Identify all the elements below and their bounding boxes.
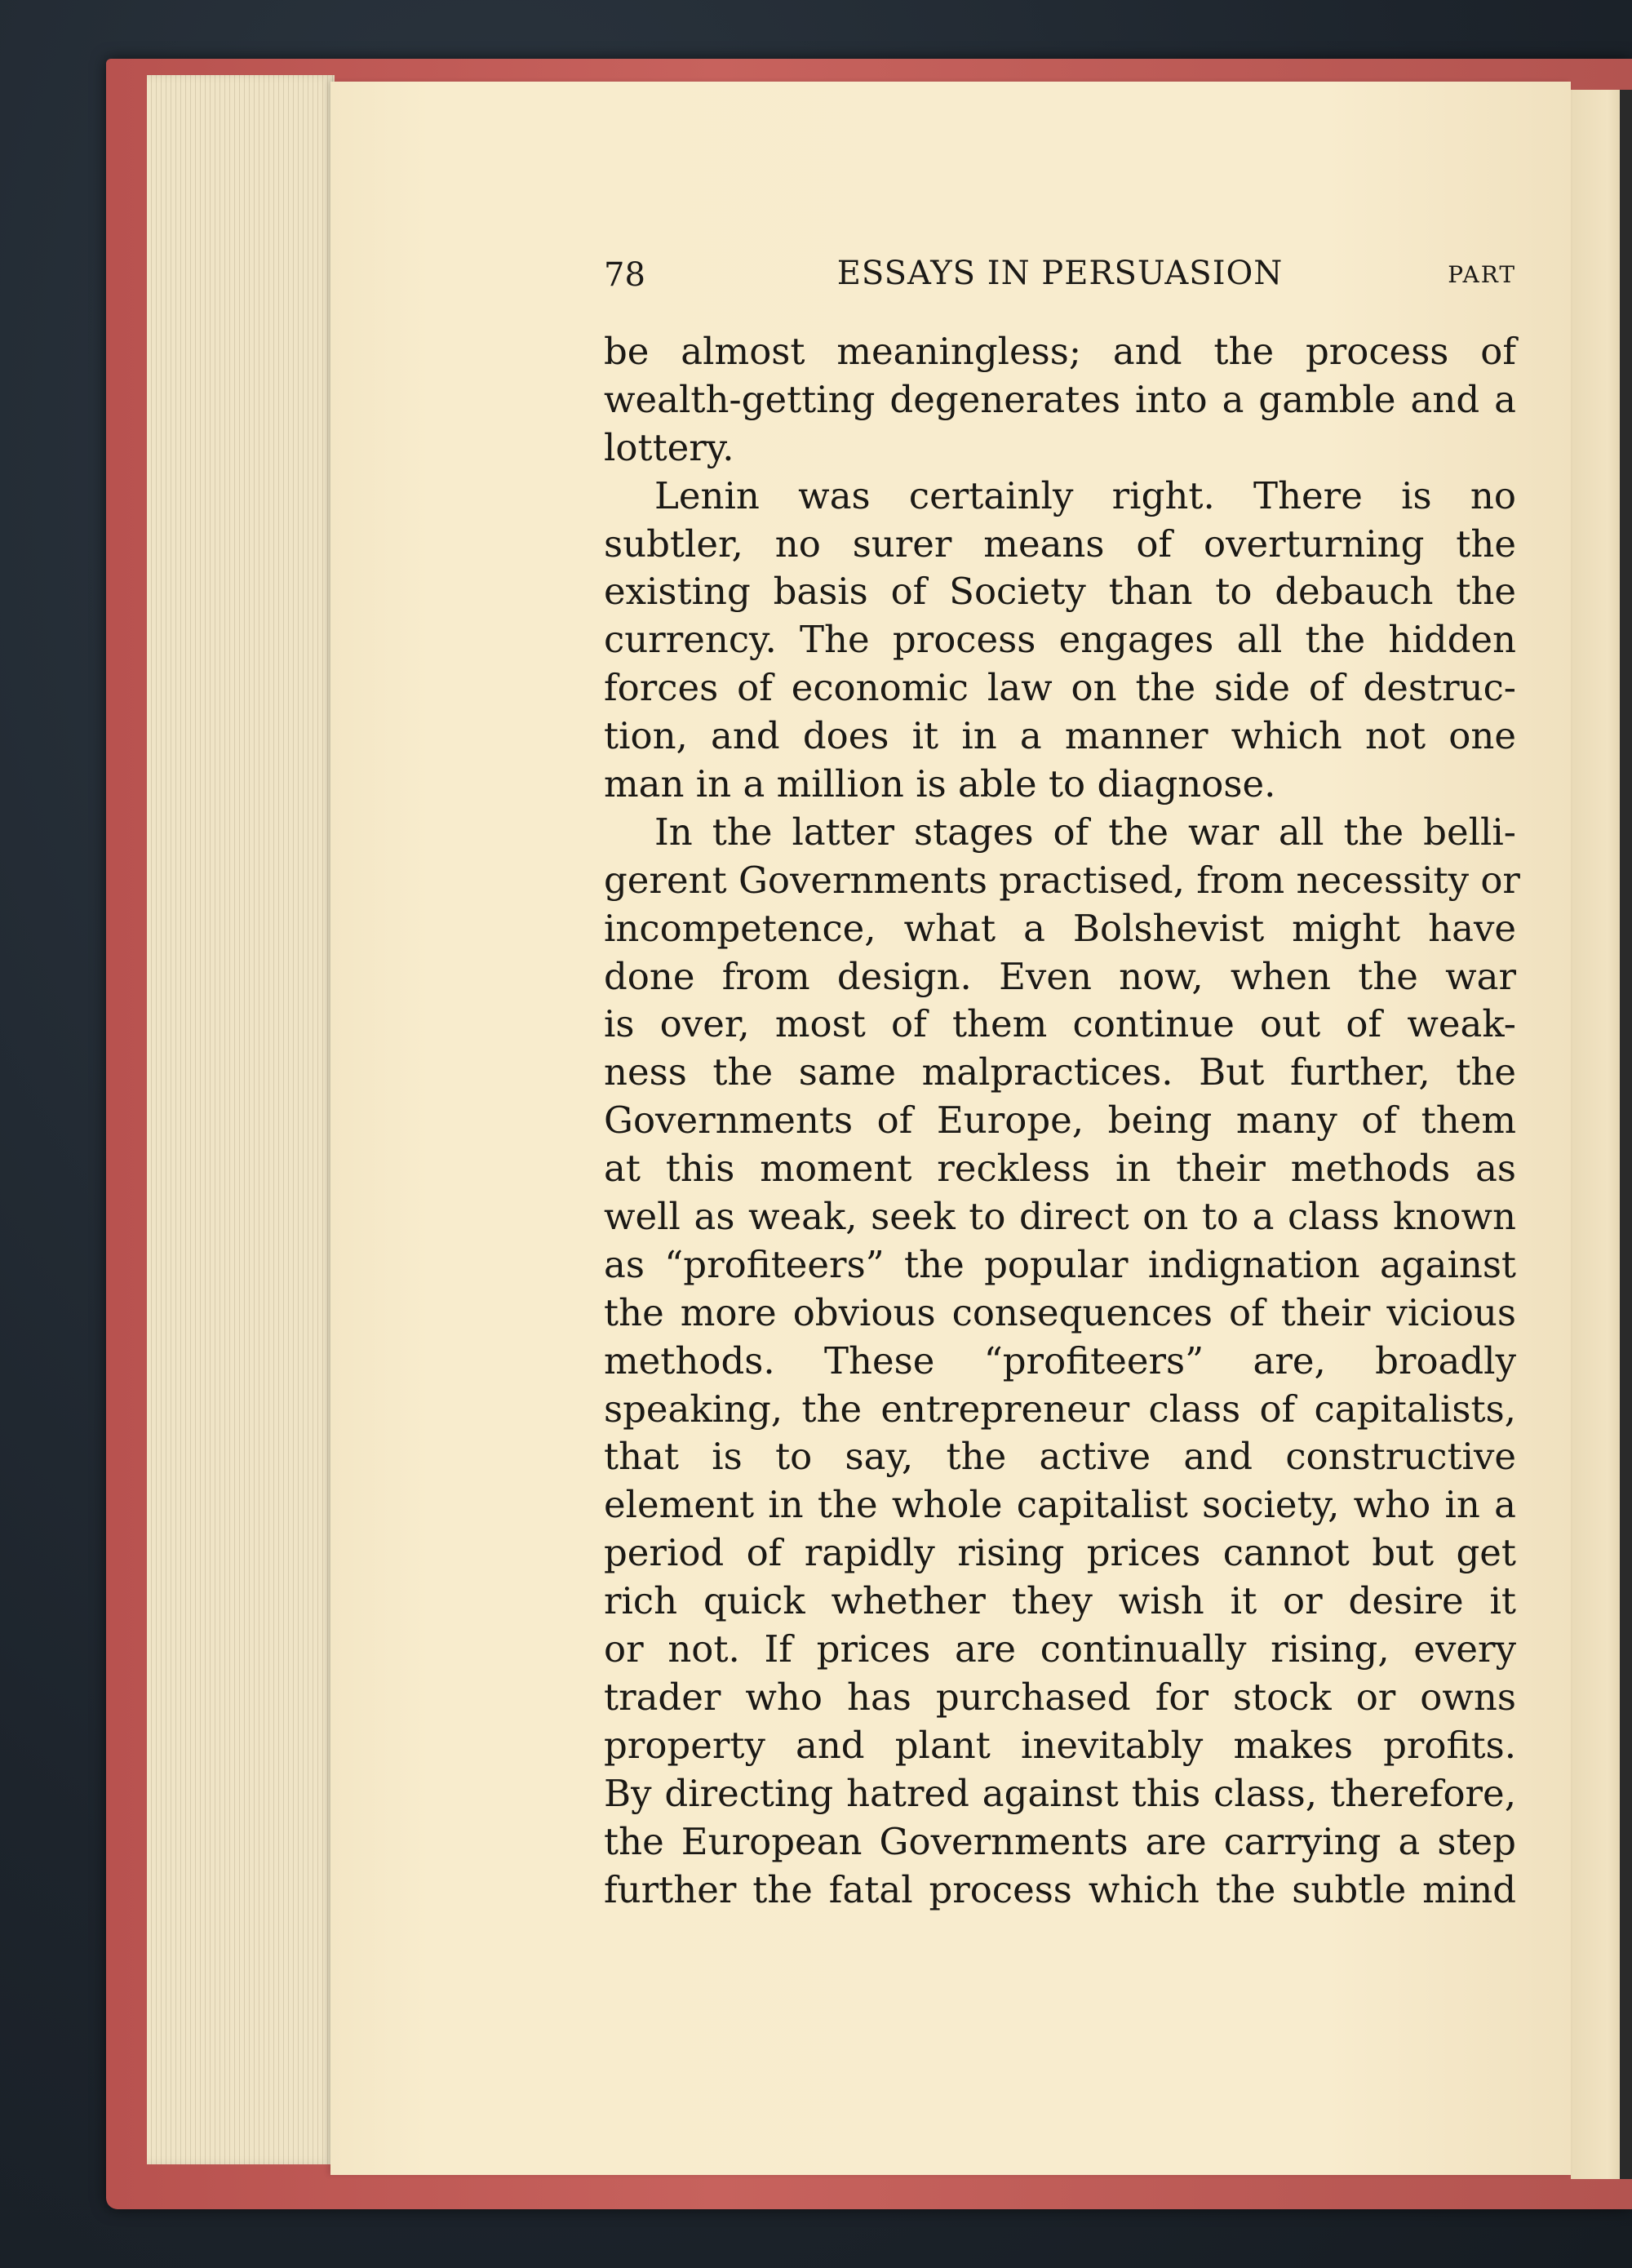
text-line: that is to say, the active and constructive (604, 1435, 1516, 1479)
text-line: well as weak, seek to direct on to a class known (604, 1195, 1516, 1239)
text-line: trader who has purchased for stock or owns (604, 1675, 1516, 1719)
running-title: ESSAYS IN PERSUASION (836, 255, 1284, 292)
text-line: the European Governments are carrying a step (604, 1819, 1516, 1863)
text-line: further the fatal process which the subtle mind (604, 1867, 1516, 1911)
text-line: gerent Governments practised, from necessity or (604, 858, 1520, 902)
text-line: methods. These “profiteers” are, broadly (604, 1338, 1516, 1383)
text-line: period of rapidly rising prices cannot but get (604, 1531, 1516, 1575)
text-line: be almost meaningless; and the process of (604, 330, 1516, 373)
text-line: By directing hatred against this class, therefore, (604, 1771, 1516, 1815)
gutter-shadow (1620, 90, 1632, 2179)
text-line: wealth-getting degenerates into a gamble and a (604, 377, 1516, 421)
text-line: element in the whole capitalist society, who in a (604, 1483, 1516, 1527)
page-number: 78 (604, 256, 645, 294)
text-line: ness the same malpractices. But further, the (604, 1050, 1516, 1094)
text-line: tion, and does it in a manner which not one (604, 714, 1516, 758)
text-line: is over, most of them continue out of weak- (604, 1002, 1516, 1046)
text-line: forces of economic law on the side of destruc- (604, 666, 1516, 710)
text-line: done from design. Even now, when the war (604, 954, 1516, 998)
text-line: as “profiteers” the popular indignation against (604, 1242, 1516, 1286)
page-edges-stack (147, 75, 335, 2164)
text-line: existing basis of Society than to debauch the (604, 570, 1516, 614)
running-head (604, 255, 1516, 304)
text-line: man in a million is able to diagnose. (604, 762, 1276, 806)
body-text (604, 328, 1520, 1914)
text-line: Governments of Europe, being many of them (604, 1098, 1516, 1143)
text-line: subtler, no surer means of overturning the (604, 522, 1516, 566)
text-line: lottery. (604, 425, 734, 469)
text-line: speaking, the entrepreneur class of capitalists, (604, 1387, 1516, 1431)
text-line: rich quick whether they wish it or desire it (604, 1579, 1516, 1623)
text-line: property and plant inevitably makes profits. (604, 1723, 1516, 1767)
text-line: Lenin was certainly right. There is no (654, 473, 1516, 517)
text-line: at this moment reckless in their methods as (604, 1147, 1516, 1191)
text-line: or not. If prices are continually rising, every (604, 1627, 1516, 1671)
running-part-label: PART (1448, 261, 1516, 288)
text-line: the more obvious consequences of their vicious (604, 1290, 1516, 1334)
text-line: incompetence, what a Bolshevist might have (604, 906, 1516, 950)
text-line: In the latter stages of the war all the belli- (654, 810, 1516, 854)
text-line: currency. The process engages all the hidden (604, 618, 1516, 662)
